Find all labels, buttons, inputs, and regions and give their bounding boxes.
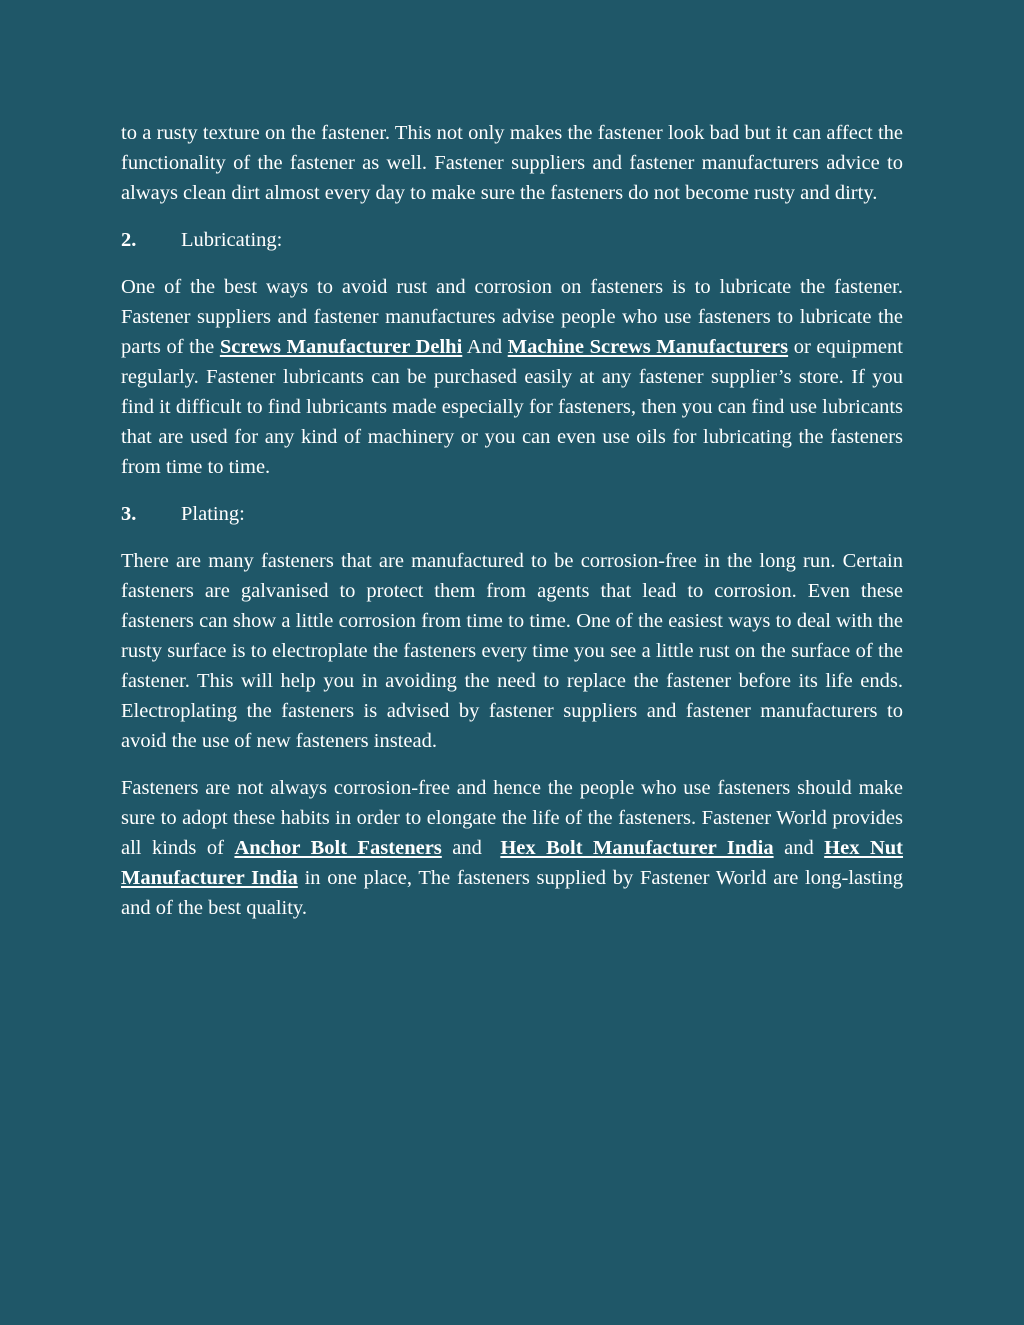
paragraph-text: One of the best ways to avoid rust and corrosion on fasteners is to lubricate the fastener. Fastener suppliers and fastener manufactures advise people who use fasteners to lubricate the parts of the bbox=[121, 276, 903, 358]
section-title: Plating: bbox=[181, 503, 245, 525]
anchor-bolt-fasteners-link[interactable]: Anchor Bolt Fasteners bbox=[234, 837, 442, 859]
plating-paragraph: There are many fasteners that are manufactured to be corrosion-free in the long run. Certain fasteners are galvanised to protect them from agents that lead to corrosion. Even these fasteners can show a little corrosion from time to time. One of the easiest ways to deal with the rusty surface is to electroplate the fasteners every time you see a little rust on the surface of the fastener. This will help you in avoiding the need to replace the fastener before its life ends. Electroplating the fasteners is advised by fastener suppliers and fastener manufacturers to avoid the use of new fasteners instead. bbox=[121, 550, 903, 752]
conclusion-paragraph bbox=[121, 773, 903, 923]
paragraph-text: or equipment regularly. Fastener lubricants can be purchased easily at any fastener supplier’s store. If you find it difficult to find lubricants made especially for fasteners, then you can find use lubricants that are used for any kind of machinery or you can even use oils for lubricating the fasteners from time to time. bbox=[121, 336, 903, 478]
intro-paragraph: to a rusty texture on the fastener. This not only makes the fastener look bad but it can affect the functionality of the fastener as well. Fastener suppliers and fastener manufacturers advice to always clean dirt almost every day to make sure the fasteners do not become rusty and dirty. bbox=[121, 122, 903, 204]
machine-screws-manufacturers-link[interactable]: Machine Screws Manufacturers bbox=[507, 336, 789, 358]
section-number: 2. bbox=[121, 229, 137, 251]
paragraph-text: And bbox=[462, 336, 508, 358]
section-heading-plating bbox=[121, 499, 903, 529]
hex-bolt-manufacturer-india-link[interactable]: Hex Bolt Manufacturer India bbox=[500, 837, 774, 859]
paragraph-text: in one place, The fasteners supplied by Fastener World are long-lasting and of the best quality. bbox=[121, 867, 903, 919]
lubricating-paragraph bbox=[121, 272, 903, 482]
section-heading-lubricating bbox=[121, 225, 903, 255]
screws-manufacturer-delhi-link[interactable]: Screws Manufacturer Delhi bbox=[219, 336, 463, 358]
section-number: 3. bbox=[121, 503, 137, 525]
paragraph-text: Fasteners are not always corrosion-free and hence the people who use fasteners should make sure to adopt these habits in order to elongate the life of the fasteners. Fastener World provides all kinds of bbox=[121, 777, 903, 859]
document-page bbox=[121, 118, 903, 940]
section-title: Lubricating: bbox=[181, 229, 283, 251]
paragraph-text: and bbox=[773, 837, 825, 859]
hex-nut-manufacturer-india-link[interactable]: Hex Nut Manufacturer India bbox=[121, 837, 903, 889]
paragraph-text: and bbox=[441, 837, 493, 859]
